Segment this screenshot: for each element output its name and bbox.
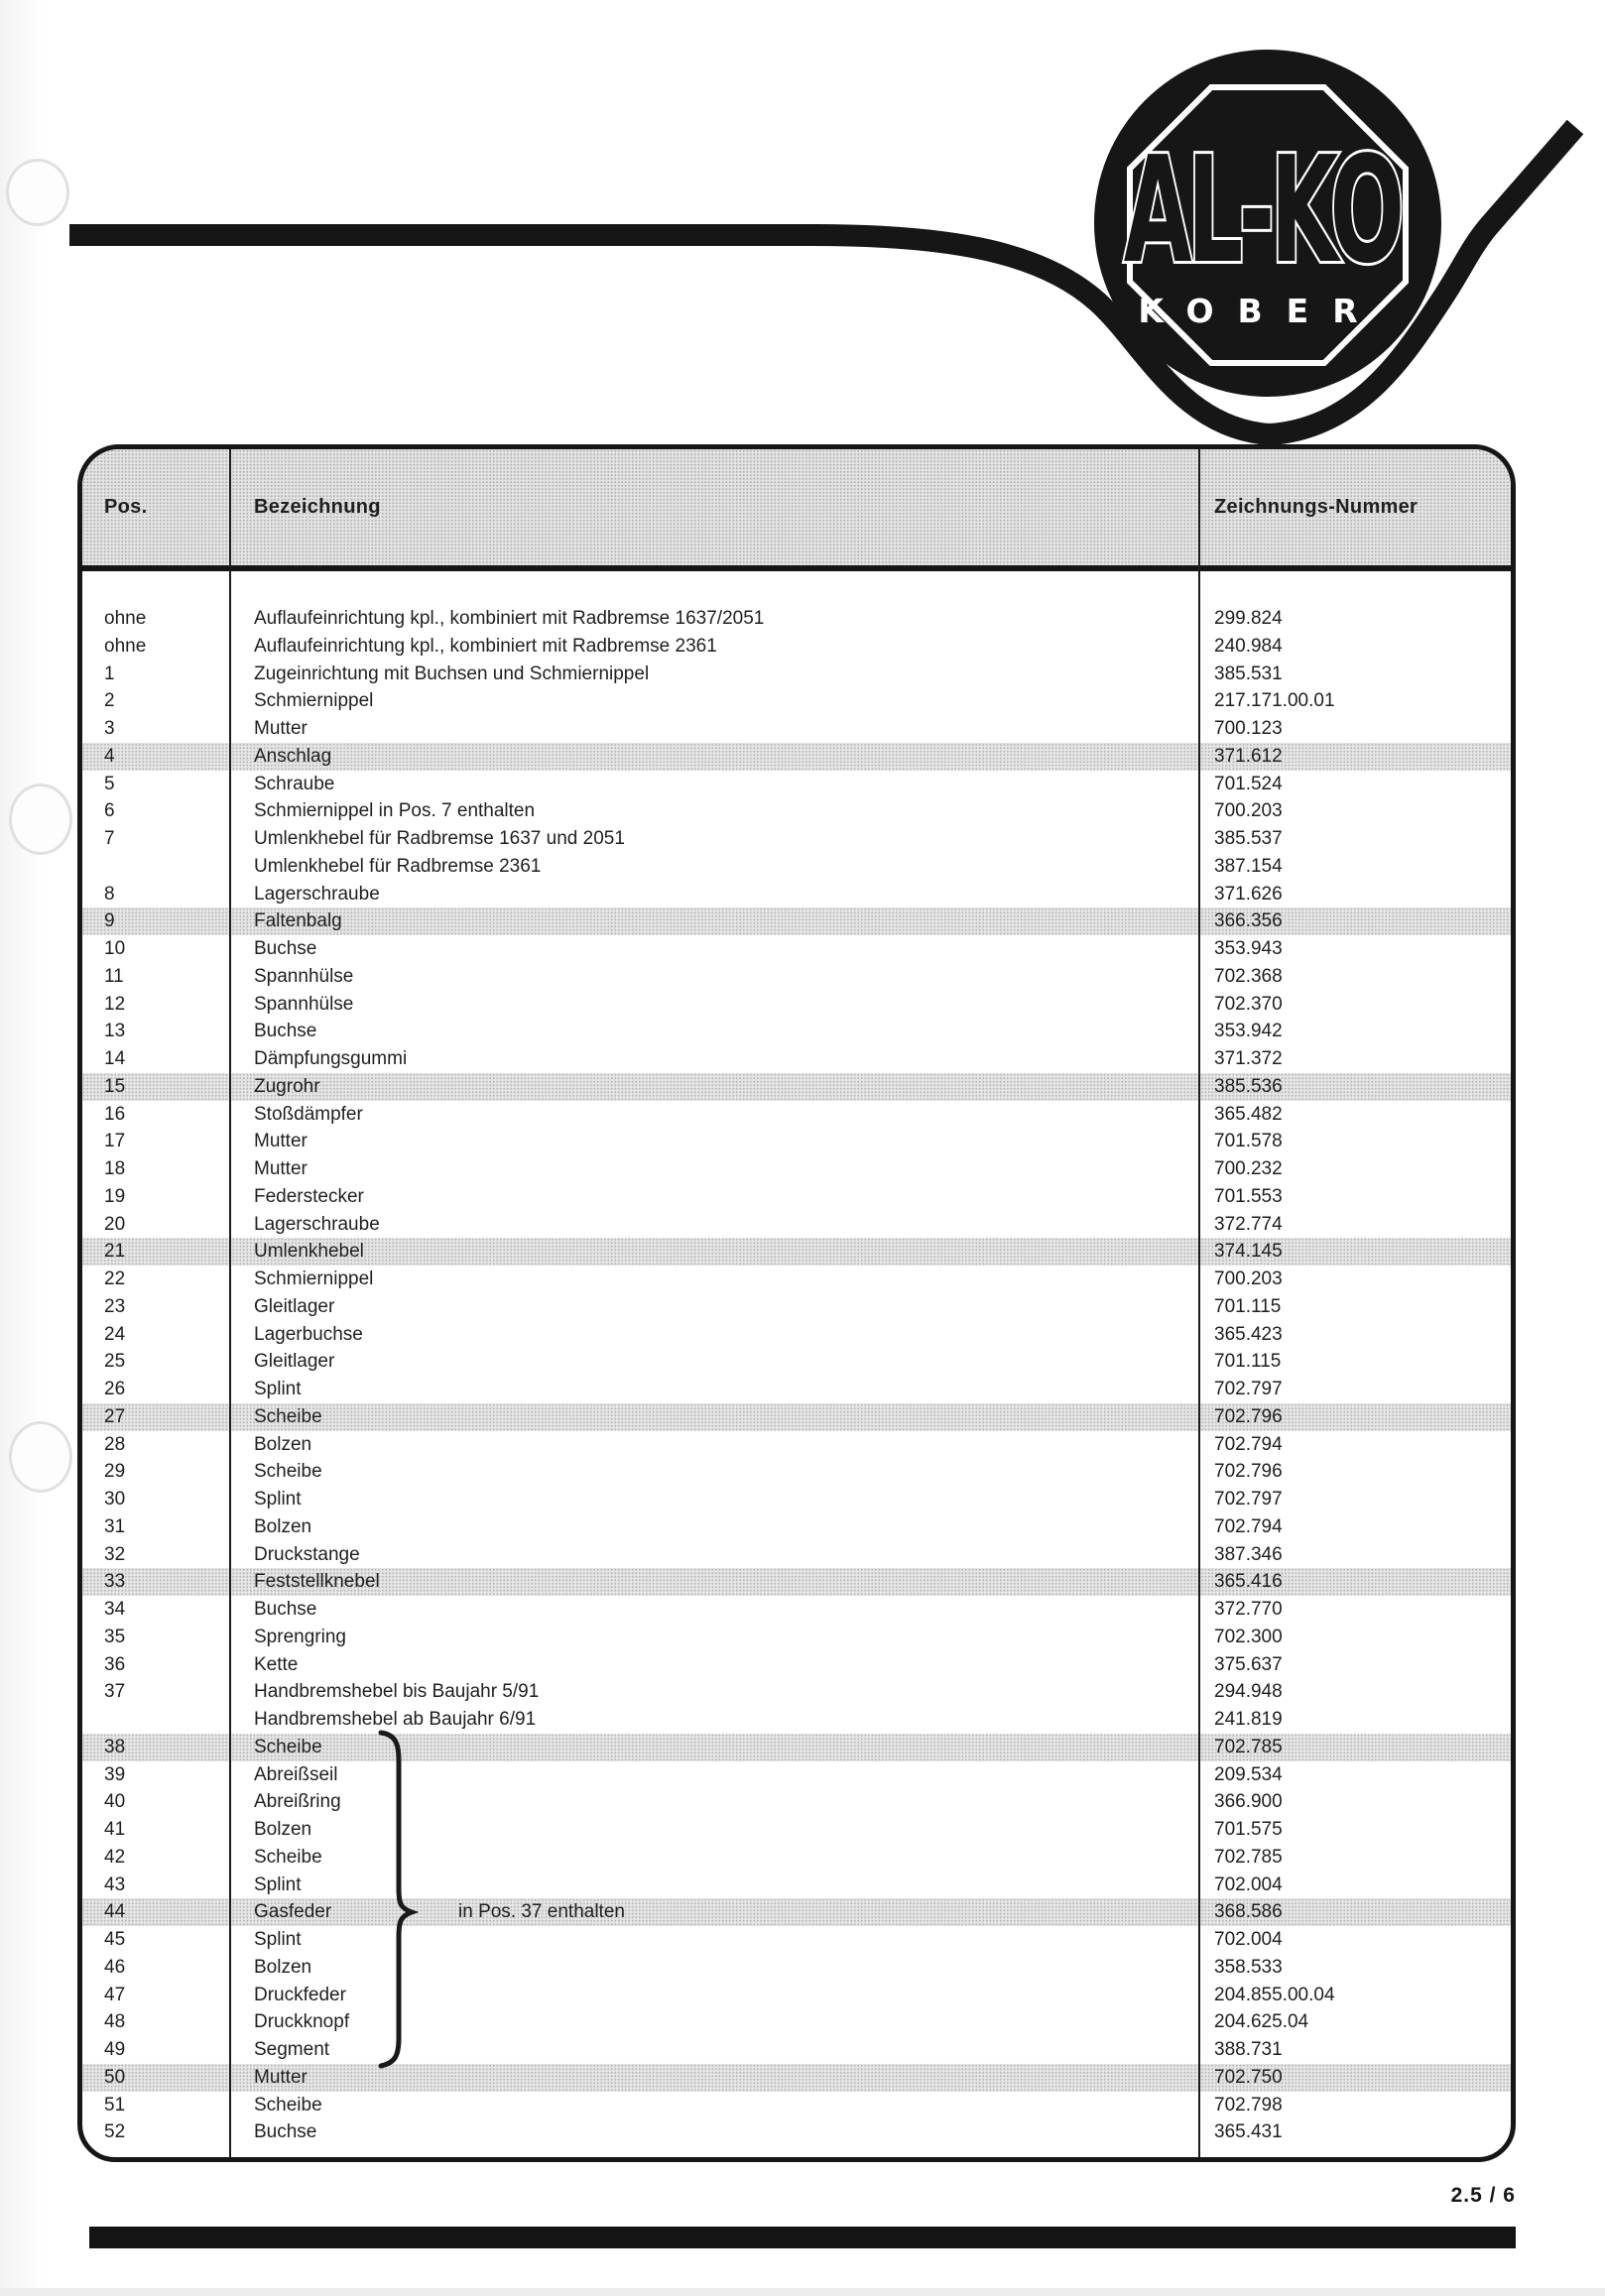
description-cell: Zugeinrichtung mit Buchsen und Schmiernippel — [254, 663, 650, 684]
table-row — [82, 1238, 1511, 1266]
description-cell: Faltenbalg — [254, 910, 342, 932]
pos-cell: 37 — [104, 1681, 126, 1703]
pos-cell: 27 — [104, 1405, 126, 1427]
drawing-number-cell: 375.637 — [1214, 1653, 1283, 1675]
drawing-number-cell: 385.537 — [1214, 828, 1283, 849]
table-row — [82, 1788, 1511, 1816]
drawing-number-cell: 209.534 — [1214, 1763, 1283, 1785]
header-pos: Pos. — [104, 496, 148, 518]
table-row — [82, 2064, 1511, 2092]
table-row — [82, 1376, 1511, 1403]
table-row — [82, 797, 1511, 825]
table-row — [82, 1211, 1511, 1239]
pos-cell: 14 — [104, 1048, 126, 1069]
hole-punch — [9, 784, 72, 855]
description-cell: Druckknopf — [254, 2011, 350, 2033]
table-row — [82, 1155, 1511, 1183]
pos-cell: ohne — [104, 635, 147, 657]
description-cell: Gleitlager — [254, 1295, 335, 1317]
description-cell: Scheibe — [254, 1405, 322, 1427]
drawing-number-cell: 368.586 — [1214, 1901, 1283, 1923]
drawing-number-cell: 385.531 — [1214, 663, 1283, 684]
table-row — [82, 2036, 1511, 2064]
table-row — [82, 1183, 1511, 1211]
drawing-number-cell: 374.145 — [1214, 1241, 1283, 1263]
pos-cell: 42 — [104, 1846, 126, 1868]
pos-cell: 32 — [104, 1543, 126, 1565]
description-cell: Auflaufeinrichtung kpl., kombiniert mit Radbremse 1637/2051 — [254, 608, 765, 629]
parts-table — [77, 444, 1516, 2162]
description-cell: Zugrohr — [254, 1075, 320, 1097]
drawing-number-cell: 358.533 — [1214, 1956, 1283, 1978]
table-row — [82, 687, 1511, 715]
pos-cell: 26 — [104, 1379, 126, 1399]
pos-cell: 16 — [104, 1103, 126, 1125]
description-cell: Mutter — [254, 1158, 308, 1179]
description-cell: Druckfeder — [254, 1984, 346, 2005]
drawing-number-cell: 366.900 — [1214, 1791, 1283, 1813]
drawing-number-cell: 388.731 — [1214, 2039, 1283, 2060]
pos-cell: 24 — [104, 1323, 126, 1345]
table-row — [82, 1596, 1511, 1624]
table-row — [82, 1568, 1511, 1596]
pos-cell: 39 — [104, 1763, 126, 1785]
pos-cell: 44 — [104, 1901, 126, 1923]
pos-cell: 48 — [104, 2011, 126, 2033]
drawing-number-cell: 387.346 — [1214, 1543, 1283, 1565]
table-row — [82, 1651, 1511, 1679]
drawing-number-cell: 702.004 — [1214, 1873, 1283, 1895]
description-cell: Schmiernippel — [254, 1269, 374, 1289]
description-cell: Gasfeder — [254, 1901, 332, 1923]
drawing-number-cell: 371.612 — [1214, 745, 1283, 767]
description-cell: Abreißseil — [254, 1763, 338, 1785]
pos-cell — [82, 853, 231, 881]
pos-cell: 40 — [104, 1791, 126, 1813]
drawing-number-cell: 385.536 — [1214, 1075, 1283, 1097]
pos-cell: 30 — [104, 1489, 126, 1510]
pos-cell: 45 — [104, 1929, 126, 1950]
description-cell: Umlenkhebel für Radbremse 1637 und 2051 — [254, 828, 625, 849]
pos-cell: 43 — [104, 1873, 126, 1895]
table-body — [82, 571, 1511, 2146]
pos-cell: 47 — [104, 1984, 126, 2005]
drawing-number-cell: 240.984 — [1214, 635, 1283, 657]
description-cell: Bolzen — [254, 1819, 312, 1840]
table-row — [82, 825, 1511, 853]
pos-cell: 17 — [104, 1131, 126, 1152]
included-in-pos-note: in Pos. 37 enthalten — [458, 1901, 625, 1923]
description-cell: Feststellknebel — [254, 1571, 380, 1593]
description-cell: Kette — [254, 1653, 299, 1675]
pos-cell: 5 — [104, 773, 115, 794]
table-row — [82, 991, 1511, 1019]
column-divider — [229, 449, 231, 2157]
table-row — [82, 2092, 1511, 2119]
page-number: 2.5 / 6 — [1450, 2184, 1516, 2207]
table-row — [82, 633, 1511, 661]
drawing-number-cell: 365.416 — [1214, 1571, 1283, 1593]
table-row — [82, 1348, 1511, 1376]
table-row — [82, 1293, 1511, 1321]
drawing-number-cell: 702.796 — [1214, 1461, 1283, 1483]
table-row — [82, 1101, 1511, 1129]
description-cell: Scheibe — [254, 1846, 322, 1868]
drawing-number-cell: 702.797 — [1214, 1379, 1283, 1399]
table-row — [82, 1816, 1511, 1844]
drawing-number-cell: 702.796 — [1214, 1405, 1283, 1427]
pos-cell: 21 — [104, 1241, 126, 1263]
table-row — [82, 935, 1511, 963]
description-cell: Lagerschraube — [254, 883, 380, 905]
pos-cell: 25 — [104, 1351, 126, 1373]
table-row — [82, 1486, 1511, 1513]
description-cell: Buchse — [254, 2121, 317, 2143]
table-row — [82, 1541, 1511, 1569]
table-row — [82, 771, 1511, 798]
pos-cell: 20 — [104, 1213, 126, 1235]
drawing-number-cell: 700.203 — [1214, 800, 1283, 822]
table-row — [82, 1982, 1511, 2009]
description-cell: Mutter — [254, 718, 308, 739]
pos-cell: 46 — [104, 1956, 126, 1978]
drawing-number-cell: 217.171.00.01 — [1214, 690, 1335, 712]
drawing-number-cell: 702.798 — [1214, 2094, 1283, 2115]
description-cell: Schmiernippel in Pos. 7 enthalten — [254, 800, 536, 822]
logo-sub-text: KOBER — [1138, 292, 1382, 330]
drawing-number-cell: 299.824 — [1214, 608, 1283, 629]
pos-cell: 8 — [104, 883, 115, 905]
pos-cell: 12 — [104, 993, 126, 1015]
description-cell: Anschlag — [254, 745, 332, 767]
drawing-number-cell: 371.626 — [1214, 883, 1283, 905]
table-row — [82, 715, 1511, 743]
drawing-number-cell: 701.553 — [1214, 1185, 1283, 1207]
table-row — [82, 853, 1511, 881]
description-cell: Dämpfungsgummi — [254, 1048, 408, 1069]
description-cell: Federstecker — [254, 1185, 364, 1207]
pos-cell: 51 — [104, 2094, 126, 2115]
pos-cell: 50 — [104, 2066, 126, 2088]
pos-cell: 31 — [104, 1515, 126, 1537]
header-bezeichnung: Bezeichnung — [254, 496, 381, 518]
drawing-number-cell: 365.431 — [1214, 2121, 1283, 2143]
pos-cell: 36 — [104, 1653, 126, 1675]
description-cell: Scheibe — [254, 1461, 322, 1483]
pos-cell: 7 — [104, 828, 115, 849]
drawing-number-cell: 372.774 — [1214, 1213, 1283, 1235]
table-row — [82, 743, 1511, 771]
drawing-number-cell: 702.300 — [1214, 1626, 1283, 1647]
table-row — [82, 2008, 1511, 2036]
description-cell: Schraube — [254, 773, 335, 794]
pos-cell: 35 — [104, 1626, 126, 1647]
pos-cell: 23 — [104, 1295, 126, 1317]
scan-bottom-edge — [0, 2288, 1605, 2296]
table-row — [82, 1073, 1511, 1101]
table-row — [82, 1734, 1511, 1761]
pos-cell: 18 — [104, 1158, 126, 1179]
logo-brand-text: AL-KO — [1123, 124, 1401, 297]
description-cell: Splint — [254, 1873, 302, 1895]
description-cell: Bolzen — [254, 1515, 312, 1537]
drawing-number-cell: 366.356 — [1214, 910, 1283, 932]
table-row — [82, 1872, 1511, 1899]
description-cell: Buchse — [254, 1021, 317, 1042]
description-cell: Splint — [254, 1379, 302, 1399]
hole-punch — [9, 1421, 72, 1493]
pos-cell: 52 — [104, 2121, 126, 2143]
table-row — [82, 1678, 1511, 1706]
drawing-number-cell: 700.203 — [1214, 1269, 1283, 1289]
column-divider — [1198, 449, 1200, 2157]
pos-cell: 15 — [104, 1075, 126, 1097]
drawing-number-cell: 702.794 — [1214, 1515, 1283, 1537]
description-cell: Splint — [254, 1929, 302, 1950]
pos-cell: 19 — [104, 1185, 126, 1207]
description-cell: Sprengring — [254, 1626, 346, 1647]
pos-cell: 6 — [104, 800, 115, 822]
drawing-number-cell: 702.004 — [1214, 1929, 1283, 1950]
description-cell: Spannhülse — [254, 965, 354, 987]
drawing-number-cell: 702.797 — [1214, 1489, 1283, 1510]
footer-bar — [89, 2227, 1516, 2248]
drawing-number-cell: 702.785 — [1214, 1736, 1283, 1757]
drawing-number-cell: 353.943 — [1214, 938, 1283, 959]
description-cell: Mutter — [254, 1131, 308, 1152]
pos-cell: 4 — [104, 745, 115, 767]
table-row — [82, 1926, 1511, 1954]
drawing-number-cell: 700.123 — [1214, 718, 1283, 739]
table-row — [82, 2118, 1511, 2146]
pos-cell: 2 — [104, 690, 115, 712]
description-cell: Buchse — [254, 1599, 317, 1620]
description-cell: Spannhülse — [254, 993, 354, 1015]
table-row — [82, 1706, 1511, 1734]
description-cell: Gleitlager — [254, 1351, 335, 1373]
table-row — [82, 1624, 1511, 1651]
description-cell: Druckstange — [254, 1543, 360, 1565]
description-cell: Bolzen — [254, 1956, 312, 1978]
drawing-number-cell: 353.942 — [1214, 1021, 1283, 1042]
table-row — [82, 1844, 1511, 1872]
pos-cell: 34 — [104, 1599, 126, 1620]
table-row — [82, 1128, 1511, 1155]
table-row — [82, 1403, 1511, 1431]
table-row — [82, 881, 1511, 908]
pos-cell: 1 — [104, 663, 115, 684]
drawing-number-cell: 365.423 — [1214, 1323, 1283, 1345]
table-row — [82, 963, 1511, 991]
pos-cell: 22 — [104, 1269, 126, 1289]
drawing-number-cell: 701.115 — [1214, 1295, 1282, 1317]
table-row — [82, 1761, 1511, 1789]
table-row — [82, 1266, 1511, 1293]
pos-cell: 11 — [104, 965, 124, 987]
description-cell: Schmiernippel — [254, 690, 374, 712]
pos-cell: 33 — [104, 1571, 126, 1593]
table-row — [82, 605, 1511, 633]
pos-cell: 3 — [104, 718, 115, 739]
drawing-number-cell: 701.575 — [1214, 1819, 1283, 1840]
pos-cell: 38 — [104, 1736, 126, 1757]
table-row — [82, 661, 1511, 688]
pos-cell — [82, 1706, 231, 1734]
pos-cell: 28 — [104, 1433, 126, 1455]
group-brace — [375, 1730, 419, 2069]
drawing-number-cell: 371.372 — [1214, 1048, 1283, 1069]
drawing-number-cell: 241.819 — [1214, 1709, 1283, 1730]
drawing-number-cell: 701.578 — [1214, 1131, 1283, 1152]
drawing-number-cell: 204.625.04 — [1214, 2011, 1309, 2033]
drawing-number-cell: 294.948 — [1214, 1681, 1283, 1703]
description-cell: Splint — [254, 1489, 302, 1510]
table-header — [82, 449, 1511, 571]
pos-cell: 29 — [104, 1461, 126, 1483]
table-row — [82, 1045, 1511, 1073]
table-row — [82, 1018, 1511, 1045]
description-cell: Segment — [254, 2039, 330, 2060]
drawing-number-cell: 701.115 — [1214, 1351, 1282, 1373]
table-row — [82, 1898, 1511, 1926]
drawing-number-cell: 702.370 — [1214, 993, 1283, 1015]
description-cell: Scheibe — [254, 2094, 322, 2115]
description-cell: Mutter — [254, 2066, 308, 2088]
pos-cell: 9 — [104, 910, 115, 932]
drawing-number-cell: 702.750 — [1214, 2066, 1283, 2088]
table-row — [82, 1431, 1511, 1459]
drawing-number-cell: 700.232 — [1214, 1158, 1283, 1179]
description-cell: Abreißring — [254, 1791, 341, 1813]
pos-cell: 10 — [104, 938, 126, 959]
drawing-number-cell: 702.794 — [1214, 1433, 1283, 1455]
description-cell: Bolzen — [254, 1433, 312, 1455]
drawing-number-cell: 204.855.00.04 — [1214, 1984, 1335, 2005]
description-cell: Handbremshebel ab Baujahr 6/91 — [254, 1709, 537, 1730]
pos-cell: 49 — [104, 2039, 126, 2060]
description-cell: Scheibe — [254, 1736, 322, 1757]
drawing-number-cell: 702.368 — [1214, 965, 1283, 987]
table-row — [82, 1954, 1511, 1982]
description-cell: Auflaufeinrichtung kpl., kombiniert mit Radbremse 2361 — [254, 635, 717, 657]
description-cell: Lagerbuchse — [254, 1323, 363, 1345]
description-cell: Buchse — [254, 938, 317, 959]
drawing-number-cell: 701.524 — [1214, 773, 1283, 794]
drawing-number-cell: 365.482 — [1214, 1103, 1283, 1125]
table-row — [82, 1513, 1511, 1541]
drawing-number-cell: 387.154 — [1214, 855, 1283, 877]
header-zeichnungs-nummer: Zeichnungs-Nummer — [1214, 496, 1419, 518]
table-row — [82, 1458, 1511, 1486]
description-cell: Lagerschraube — [254, 1213, 380, 1235]
table-row — [82, 907, 1511, 935]
pos-cell: ohne — [104, 608, 147, 629]
description-cell: Umlenkhebel für Radbremse 2361 — [254, 855, 542, 877]
table-row — [82, 1321, 1511, 1349]
drawing-number-cell: 702.785 — [1214, 1846, 1283, 1868]
pos-cell: 13 — [104, 1021, 126, 1042]
description-cell: Stoßdämpfer — [254, 1103, 363, 1125]
drawing-number-cell: 372.770 — [1214, 1599, 1283, 1620]
description-cell: Umlenkhebel — [254, 1241, 364, 1263]
pos-cell: 41 — [104, 1819, 126, 1840]
description-cell: Handbremshebel bis Baujahr 5/91 — [254, 1681, 540, 1703]
